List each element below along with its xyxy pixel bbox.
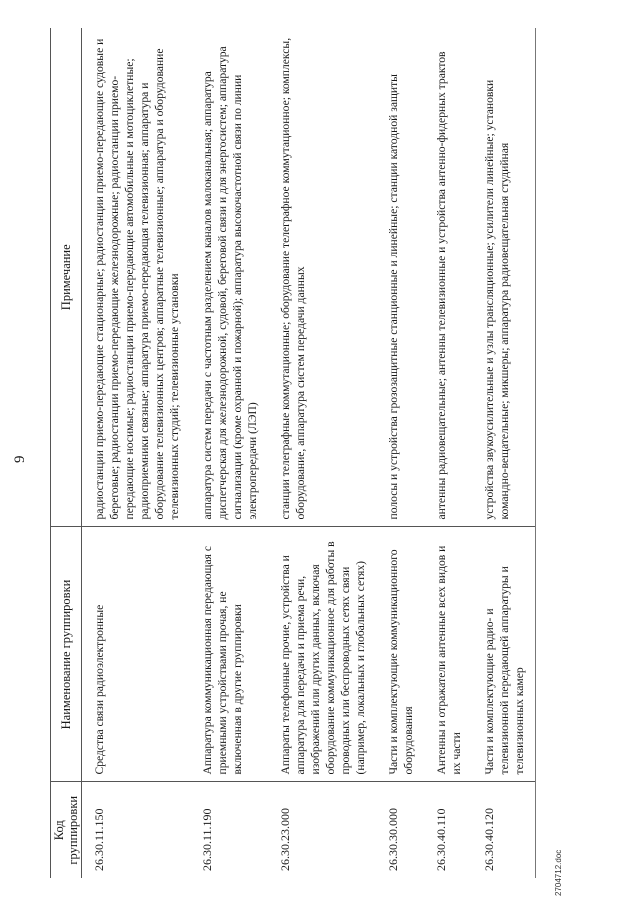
row-code: 26.30.11.190 bbox=[200, 808, 214, 871]
table-row bbox=[472, 28, 536, 878]
row-note: станции телеграфные коммутационные; оборудование телеграфное коммутационное; комплексы, оборудование, аппаратура систем передачи данных bbox=[268, 28, 376, 527]
page-number: 9 bbox=[12, 455, 28, 463]
row-name: Части и комплектующие коммуникационного оборудования bbox=[376, 527, 424, 782]
header-note: Примечание bbox=[51, 28, 82, 527]
classification-table bbox=[50, 28, 536, 878]
table-row bbox=[82, 28, 191, 878]
rotated-page bbox=[12, 28, 610, 896]
table-row bbox=[268, 28, 376, 878]
row-name: Части и комплектующие радио- и телевизионной передающей аппаратуры и телевизионных камер bbox=[472, 527, 536, 782]
row-name: Аппараты телефонные прочие, устройства и аппаратура для передачи и приема речи, изображений или других данных, включая оборудование коммуникационное для работы в проводных или беспроводных сетях связи (например, локальных и глобальных сетях) bbox=[268, 527, 376, 782]
row-code: 26.30.30.000 bbox=[386, 808, 400, 871]
header-code: Код группировки bbox=[51, 782, 82, 878]
table-row bbox=[424, 28, 472, 878]
header-name: Наименование группировки bbox=[51, 527, 82, 782]
table-row bbox=[376, 28, 424, 878]
row-name: Средства связи радиоэлектронные bbox=[82, 527, 191, 782]
document-id: 2704712.doc bbox=[554, 849, 563, 896]
row-note: аппаратура систем передачи с частотным разделением каналов малоканальная; аппаратура диспетчерская для железнодорожной, судовой, береговой связи и для энергосистем; аппаратура сигнализации (кроме охранной и пожарной); аппаратура высокочастотной связи по линии электропередачи (ЛЭП) bbox=[190, 28, 268, 527]
row-name: Аппаратура коммуникационная передающая с приемными устройствами прочая, не включенная в другие группировки bbox=[190, 527, 268, 782]
row-note: радиостанции приемо-передающие стационарные; радиостанции приемо-передающие судовые и береговые; радиостанции приемо-передающие железнодорожные; радиостанции приемо-передающие носимые; радиостанции приемо-передающие автомобильные и мотоциклетные; радиоприемники связные; аппаратура приемо-передающая телевизионная; аппаратура и оборудование телевизионных центров; аппаратные телевизионные; аппаратура и оборудование телевизионных студий; телевизионные установки bbox=[82, 28, 191, 527]
table-row bbox=[190, 28, 268, 878]
row-note: антенны радиовещательные; антенны телевизионные и устройства антенно-фидерных трактов bbox=[424, 28, 472, 527]
row-code: 26.30.40.120 bbox=[472, 782, 536, 878]
row-code: 26.30.11.150 bbox=[92, 808, 106, 871]
table-header bbox=[51, 28, 82, 878]
row-note: устройства звукоусилительные и узлы трансляционные; усилители линейные; установки командно-вещательные; микшеры; аппаратура радиовещательная студийная bbox=[472, 28, 536, 527]
row-note: полосы и устройства грозозащитные станционные и линейные; станции катодной защиты bbox=[376, 28, 424, 527]
row-name: Антенны и отражатели антенные всех видов и их части bbox=[424, 527, 472, 782]
row-code: 26.30.23.000 bbox=[278, 808, 292, 871]
row-code: 26.30.40.110 bbox=[434, 808, 448, 871]
